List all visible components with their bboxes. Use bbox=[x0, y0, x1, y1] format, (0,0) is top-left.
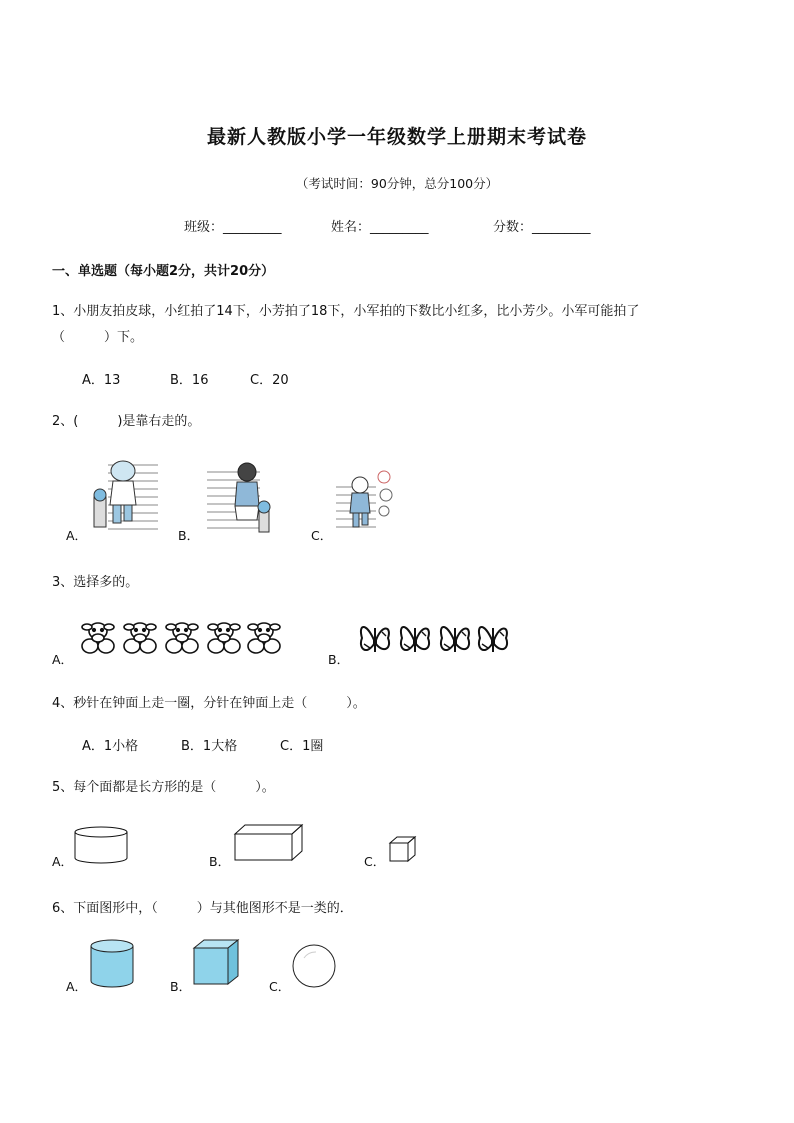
q1-option-c[interactable]: C．20 bbox=[250, 373, 289, 388]
q1-option-b[interactable]: B．16 bbox=[170, 373, 209, 388]
q4-option-b[interactable]: B．1大格 bbox=[181, 739, 238, 754]
q2-option-b[interactable]: B． bbox=[178, 528, 200, 543]
section-heading: 一、单选题（每小题2分，共计20分） bbox=[52, 264, 275, 279]
cuboid-icon bbox=[192, 938, 240, 986]
exam-subtitle: （考试时间：90分钟，总分100分） bbox=[295, 176, 499, 191]
sphere-icon bbox=[292, 944, 338, 990]
child-on-stairs-center-illustration bbox=[336, 467, 398, 535]
butterfly-icons-group bbox=[356, 618, 516, 660]
q5-option-b[interactable]: B． bbox=[209, 854, 231, 869]
name-field[interactable]: 姓名：_________ bbox=[331, 220, 429, 235]
cuboid-icon bbox=[234, 824, 304, 862]
question-4-text: 4、秒针在钟面上走一圈，分针在钟面上走（ ）。 bbox=[52, 696, 366, 711]
question-3-text: 3、选择多的。 bbox=[52, 575, 139, 590]
q5-option-c[interactable]: C． bbox=[364, 854, 386, 869]
cylinder-icon bbox=[89, 939, 135, 989]
cylinder-icon bbox=[74, 826, 130, 866]
q6-option-c[interactable]: C． bbox=[269, 979, 291, 994]
question-1-text-cont: （ ）下。 bbox=[52, 330, 144, 345]
q3-option-b[interactable]: B． bbox=[328, 652, 350, 667]
q4-option-c[interactable]: C．1圈 bbox=[280, 739, 324, 754]
q6-option-b[interactable]: B． bbox=[170, 979, 192, 994]
cow-icons-group bbox=[78, 618, 284, 658]
q1-option-a[interactable]: A．13 bbox=[82, 373, 121, 388]
question-1-text: 1、小朋友拍皮球，小红拍了14下，小芳拍了18下，小军拍的下数比小红多，比小芳少。小军可能拍了 bbox=[52, 304, 640, 319]
child-on-stairs-left-illustration bbox=[88, 457, 160, 535]
page-title: 最新人教版小学一年级数学上册期末考试卷 bbox=[206, 126, 587, 148]
cube-icon bbox=[389, 836, 417, 862]
class-field[interactable]: 班级：_________ bbox=[184, 220, 282, 235]
score-field[interactable]: 分数：_________ bbox=[493, 220, 591, 235]
q2-option-c[interactable]: C． bbox=[311, 528, 333, 543]
q2-option-a[interactable]: A． bbox=[66, 528, 88, 543]
q4-option-a[interactable]: A．1小格 bbox=[82, 739, 139, 754]
q5-option-a[interactable]: A． bbox=[52, 854, 74, 869]
girl-on-stairs-right-illustration bbox=[205, 462, 277, 534]
question-5-text: 5、每个面都是长方形的是（ ）。 bbox=[52, 780, 275, 795]
q3-option-a[interactable]: A． bbox=[52, 652, 74, 667]
q6-option-a[interactable]: A． bbox=[66, 979, 88, 994]
question-2-text: 2、( )是靠右走的。 bbox=[52, 414, 201, 429]
question-6-text: 6、下面图形中，（ ）与其他图形不是一类的． bbox=[52, 901, 353, 916]
